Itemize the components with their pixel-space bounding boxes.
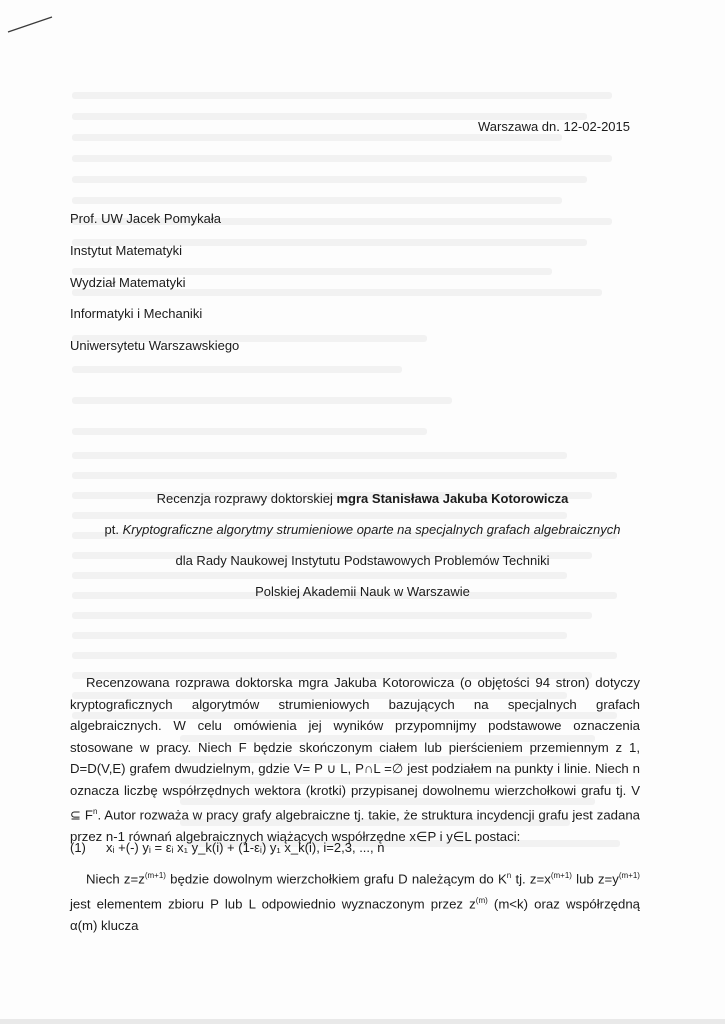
bleed-through-line (72, 652, 617, 659)
bleed-through-line (72, 197, 562, 204)
bleed-through-line (72, 452, 567, 459)
thesis-title: Kryptograficzne algorytmy strumieniowe oparte na specjalnych grafach algebraicznych (122, 522, 621, 537)
bleed-through-line (72, 632, 567, 639)
candidate-name: mgra Stanisława Jakuba Kotorowicza (336, 491, 569, 506)
bleed-through-line (72, 366, 402, 373)
equation-1: xᵢ +(-) yᵢ = εᵢ x₁ y_k(i) + (1-εᵢ) y₁ x_k(i), i=2,3, ..., n (106, 840, 385, 855)
body-paragraph-1: Recenzowana rozprawa doktorska mgra Jakuba Kotorowicza (o objętości 94 stron) dotyczy kryptograficznych algorytmów strumieniowych bazujących na specjalnych grafach algebraicznych. W celu omówienia jej wyników przypomnijmy podstawowe oznaczenia stosowane w pracy. Niech F będzie skończonym ciałem lub pierścieniem przemiennym z 1, D=D(V,E) grafem dwudzielnym, gdzie V= P ∪ L, P∩L =∅ jest podziałem na punkty i linie. Niech n oznacza liczbę współrzędnych wektora (krotki) przypisanej dowolnemu wierzchołkowi grafu tj. V ⊆ $F^n$. Autor rozważa w pracy grafy algebraiczne tj. takie, że struktura incydencji grafu jest zadana przez n-1 równań algebraicznych wiążących współrzędne x∈P i y∈L postaci: (70, 675, 640, 844)
bleed-through-line (72, 428, 427, 435)
addressee-faculty-cont: Informatyki i Mechaniki (70, 306, 203, 321)
bleed-through-line (72, 92, 612, 99)
heading-prefix: Recenzja rozprawy doktorskiej (156, 491, 333, 506)
addressee-university: Uniwersytetu Warszawskiego (70, 338, 240, 353)
addressee-name: Prof. UW Jacek Pomykała (70, 211, 221, 226)
title-prefix: pt. (104, 522, 119, 537)
bleed-through-line (72, 155, 612, 162)
bleed-through-line (72, 134, 562, 141)
equation-number: (1) (70, 840, 86, 855)
bleed-through-line (72, 268, 552, 275)
bleed-through-line (72, 176, 587, 183)
bleed-through-line (72, 472, 617, 479)
scan-bottom-edge (0, 1019, 725, 1024)
addressee-institute: Instytut Matematyki (70, 243, 182, 258)
bleed-through-line (72, 512, 567, 519)
bleed-through-line (72, 572, 567, 579)
review-heading (0, 491, 725, 507)
academy-line: Polskiej Akademii Nauk w Warszawie (255, 584, 470, 599)
thesis-title-line (0, 522, 725, 538)
addressee-faculty: Wydział Matematyki (70, 275, 186, 290)
council-line: dla Rady Naukowej Instytutu Podstawowych Problemów Techniki (175, 553, 550, 568)
place-date: Warszawa dn. 12-02-2015 (478, 119, 630, 134)
body-paragraph-2: Niech $z=z^{(m+1)}$ będzie dowolnym wierzchołkiem grafu D należącym do $K^n$ tj. $z=x^{(m+1)}$ lub $z=y^{(m+1)}$ jest elementem zbioru P lub L odpowiednio wyznaczonym przez $z^{(m)}$ (m<k) oraz współrzędną α(m) klucza (70, 871, 640, 933)
pen-stroke-mark (6, 14, 56, 38)
bleed-through-line (72, 397, 452, 404)
bleed-through-line (72, 612, 592, 619)
